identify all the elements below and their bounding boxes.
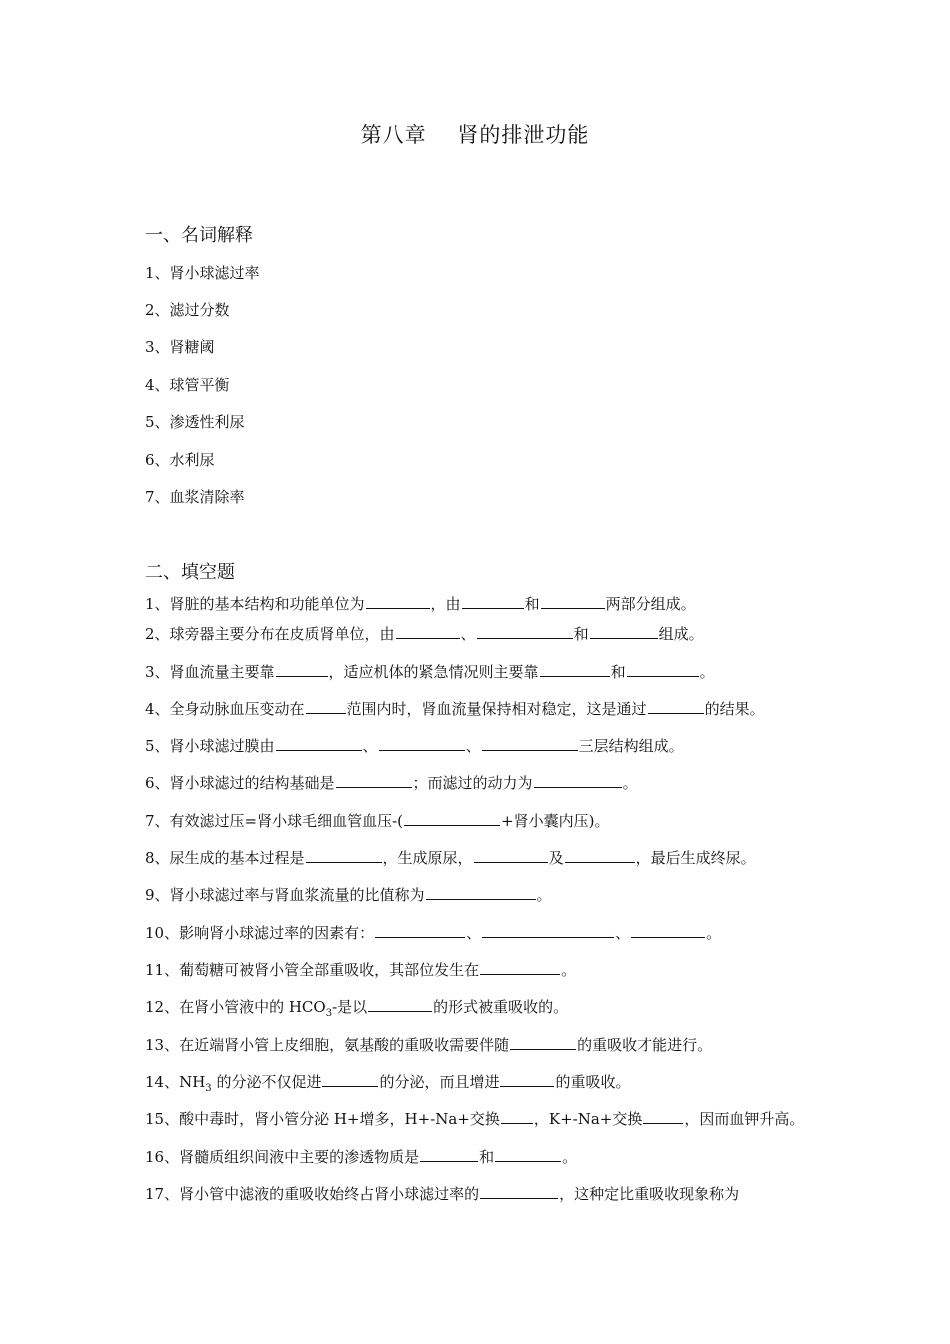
definition-item: 1、肾小球滤过率: [145, 264, 260, 282]
answer-blank[interactable]: [643, 1109, 683, 1124]
answer-blank[interactable]: [648, 699, 704, 714]
answer-blank[interactable]: [590, 624, 658, 639]
question-9: 9、肾小球滤过率与肾血浆流量的比值称为 。: [145, 886, 552, 904]
answer-blank[interactable]: [500, 1072, 554, 1087]
answer-blank[interactable]: [627, 662, 699, 677]
question-2: 2、球旁器主要分布在皮质肾单位，由 、 和 组成。: [145, 625, 704, 643]
answer-blank[interactable]: [366, 594, 430, 609]
definition-item: 5、渗透性利尿: [145, 413, 245, 431]
answer-blank[interactable]: [495, 1147, 561, 1162]
answer-blank[interactable]: [482, 923, 614, 938]
question-3: 3、肾血流量主要靠 ，适应机体的紧急情况则主要靠 和 。: [145, 663, 715, 681]
question-8: 8、尿生成的基本过程是 ，生成原尿， 及 ，最后生成终尿。: [145, 849, 756, 867]
answer-blank[interactable]: [336, 773, 412, 788]
question-7: 7、有效滤过压=肾小球毛细血管血压-( +肾小囊内压)。: [145, 812, 610, 830]
answer-blank[interactable]: [306, 848, 382, 863]
answer-blank[interactable]: [379, 736, 465, 751]
answer-blank[interactable]: [501, 1109, 533, 1124]
answer-blank[interactable]: [426, 885, 536, 900]
answer-blank[interactable]: [474, 848, 548, 863]
answer-blank[interactable]: [565, 848, 635, 863]
question-6: 6、肾小球滤过的结构基础是 ；而滤过的动力为 。: [145, 774, 638, 792]
answer-blank[interactable]: [631, 923, 705, 938]
answer-blank[interactable]: [462, 594, 524, 609]
answer-blank[interactable]: [540, 662, 610, 677]
question-13: 13、在近端肾小管上皮细胞，氨基酸的重吸收需要伴随 的重吸收才能进行。: [145, 1036, 713, 1054]
answer-blank[interactable]: [396, 624, 460, 639]
chapter-title: 第八章 肾的排泄功能: [360, 123, 590, 147]
question-4: 4、全身动脉血压变动在 范围内时，肾血流量保持相对稳定，这是通过 的结果。: [145, 700, 765, 718]
answer-blank[interactable]: [306, 699, 346, 714]
definition-item: 7、血浆清除率: [145, 488, 245, 506]
definition-item: 4、球管平衡: [145, 376, 230, 394]
answer-blank[interactable]: [368, 997, 432, 1012]
answer-blank[interactable]: [480, 1184, 558, 1199]
question-12: 12、在肾小管液中的 $HCO_3-$是以 的形式被重吸收的。: [145, 998, 569, 1019]
answer-blank[interactable]: [482, 736, 578, 751]
answer-blank[interactable]: [480, 960, 560, 975]
question-14: 14、$NH_3$ 的分泌不仅促进 的分泌，而且增进 的重吸收。: [145, 1073, 631, 1094]
definition-item: 2、滤过分数: [145, 301, 230, 319]
answer-blank[interactable]: [375, 923, 465, 938]
answer-blank[interactable]: [404, 811, 500, 826]
answer-blank[interactable]: [477, 624, 573, 639]
question-5: 5、肾小球滤过膜由 、 、 三层结构组成。: [145, 737, 684, 755]
answer-blank[interactable]: [276, 662, 328, 677]
section-heading-fill-blank: 二、填空题: [145, 562, 235, 583]
question-16: 16、肾髓质组织间液中主要的渗透物质是 和 。: [145, 1148, 578, 1166]
definition-item: 3、肾糖阈: [145, 338, 215, 356]
question-11: 11、葡萄糖可被肾小管全部重吸收，其部位发生在 。: [145, 961, 577, 979]
answer-blank[interactable]: [510, 1035, 576, 1050]
answer-blank[interactable]: [322, 1072, 378, 1087]
question-15: 15、酸中毒时，肾小管分泌 H+增多，H+-Na+交换 ，K+-Na+交换 ，因而血钾升高。: [145, 1110, 805, 1128]
question-17: 17、肾小管中滤液的重吸收始终占肾小球滤过率的 ，这种定比重吸收现象称为: [145, 1185, 740, 1203]
question-1: 1、肾脏的基本结构和功能单位为 ，由 和 两部分组成。: [145, 595, 696, 613]
answer-blank[interactable]: [534, 773, 622, 788]
question-10: 10、影响肾小球滤过率的因素有： 、 、 。: [145, 924, 722, 942]
answer-blank[interactable]: [276, 736, 362, 751]
answer-blank[interactable]: [420, 1147, 478, 1162]
section-heading-definitions: 一、名词解释: [145, 225, 253, 246]
definition-item: 6、水利尿: [145, 451, 215, 469]
answer-blank[interactable]: [541, 594, 605, 609]
